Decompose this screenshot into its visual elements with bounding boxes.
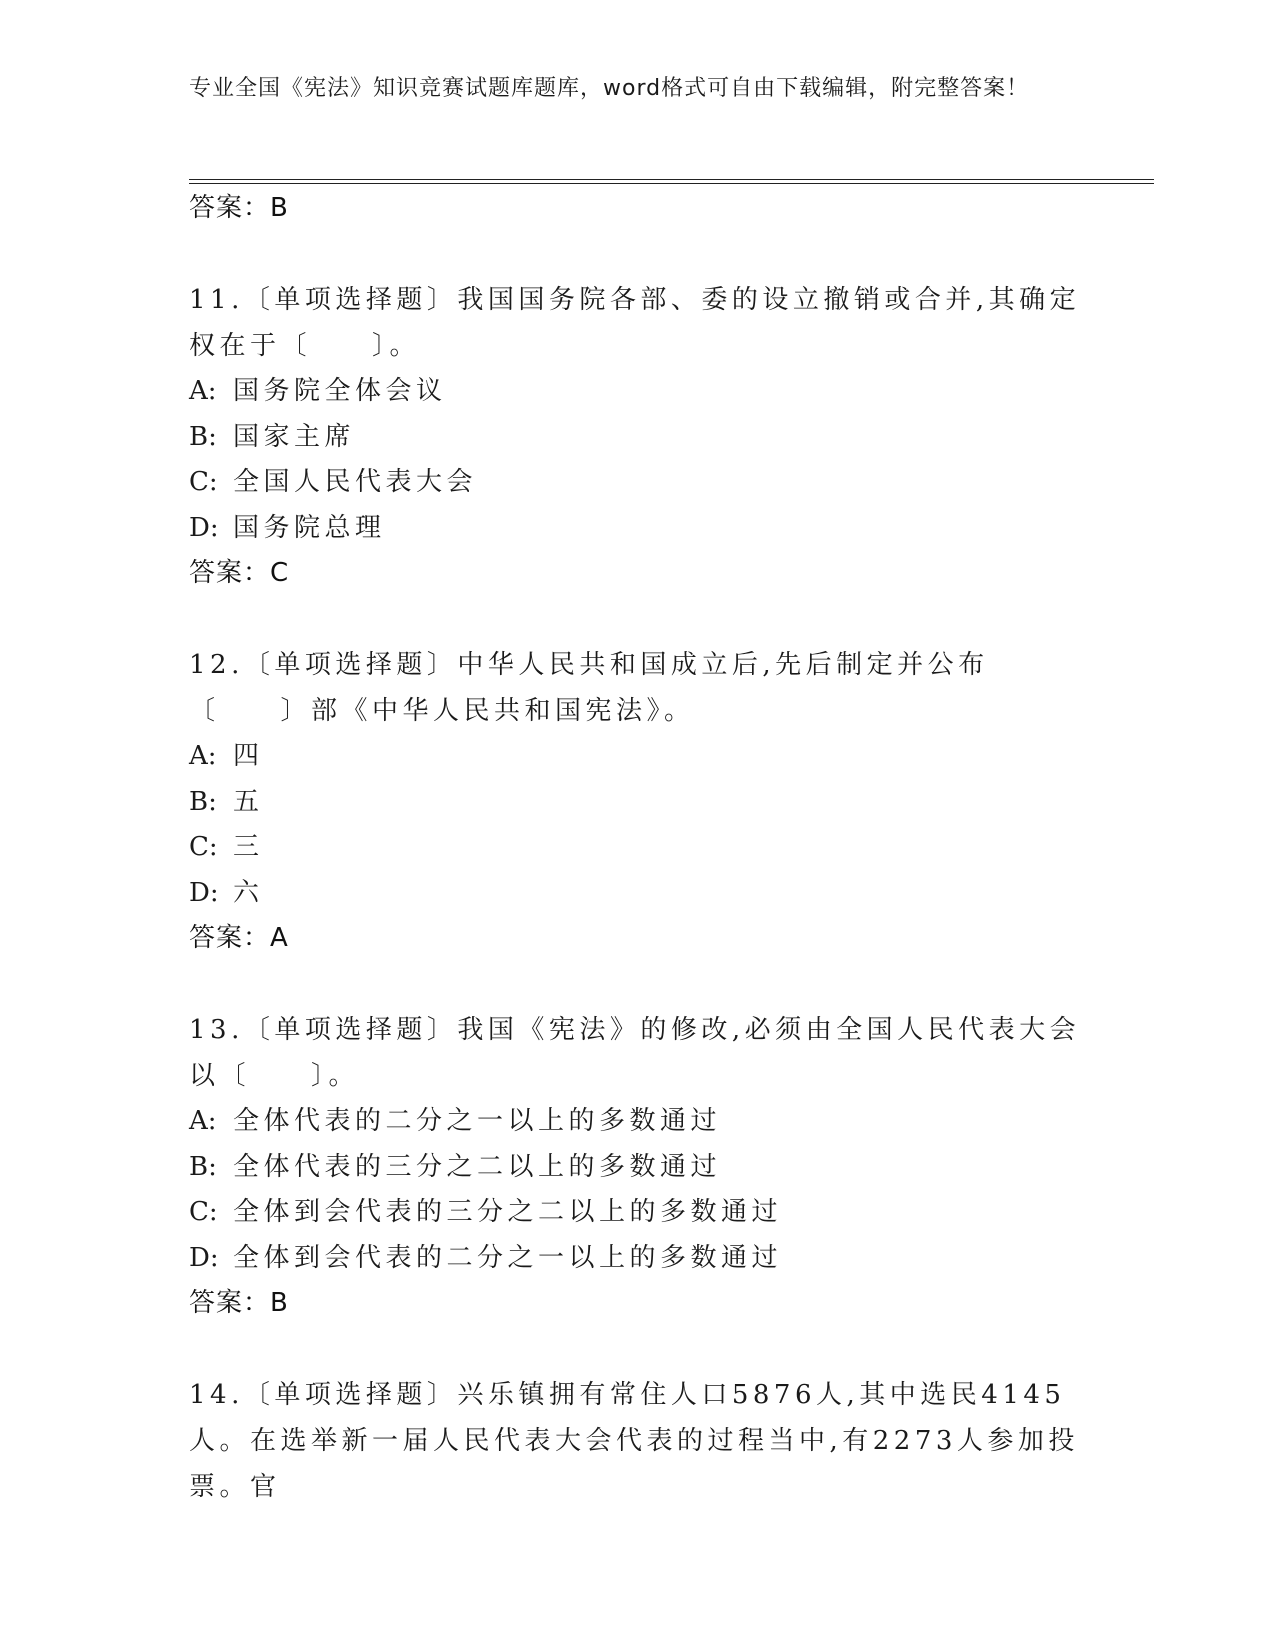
option-letter: D:: [189, 1242, 219, 1273]
question-block: [189, 642, 1089, 960]
question-stem: 13.〔单项选择题〕我国《宪法》的修改,必须由全国人民代表大会以〔 〕。: [189, 1015, 1081, 1091]
option-letter: C:: [189, 832, 218, 862]
answer-line: [189, 1281, 1089, 1325]
answer-label: 答案：: [189, 923, 271, 953]
question-stem: 11.〔单项选择题〕我国国务院各部、委的设立撤销或合并,其确定权在于〔 〕。: [189, 285, 1081, 361]
option-b: [189, 415, 1089, 461]
option-c: [189, 1190, 1089, 1236]
answer-value: B: [270, 1288, 289, 1318]
option-text: 四: [233, 741, 264, 771]
option-letter: D:: [189, 877, 219, 908]
option-text: 全体代表的二分之一以上的多数通过: [233, 1106, 722, 1136]
question-block: [189, 1007, 1089, 1325]
answer-label: 答案：: [189, 1288, 271, 1318]
question-block: [189, 1372, 1089, 1510]
option-text: 国务院总理: [233, 512, 386, 543]
option-a: [189, 369, 1089, 415]
option-c: [189, 825, 1089, 871]
option-text: 三: [233, 832, 264, 862]
question-stem: 14.〔单项选择题〕兴乐镇拥有常住人口5876人,其中选民4145人。在选举新一届人民代表大会代表的过程当中,有2273人参加投票。官: [189, 1380, 1079, 1502]
spacer: [189, 595, 1089, 642]
header-divider-top: [189, 179, 1154, 180]
option-text: 国家主席: [233, 421, 356, 452]
option-b: [189, 1145, 1089, 1191]
option-a: [189, 1099, 1089, 1145]
option-letter: B:: [189, 421, 217, 452]
option-c: [189, 460, 1089, 506]
answer-label: 答案：: [189, 193, 271, 223]
option-letter: C:: [189, 1197, 218, 1227]
answer-value: A: [270, 923, 289, 953]
option-text: 六: [233, 877, 264, 908]
option-text: 全国人民代表大会: [233, 467, 478, 497]
option-a: [189, 734, 1089, 780]
option-d: [189, 506, 1089, 552]
spacer: [189, 1325, 1089, 1372]
answer-line: [189, 551, 1089, 595]
option-letter: B:: [189, 786, 217, 817]
answer-value: C: [270, 558, 290, 588]
option-text: 全体到会代表的二分之一以上的多数通过: [233, 1242, 783, 1273]
answer-line: [189, 916, 1089, 960]
option-text: 五: [233, 786, 264, 817]
option-text: 国务院全体会议: [233, 376, 447, 406]
option-d: [189, 1236, 1089, 1282]
question-stem: 12.〔单项选择题〕中华人民共和国成立后,先后制定并公布〔 〕部《中华人民共和国宪法》。: [189, 650, 989, 726]
answer-line: [189, 186, 1089, 230]
question-list: [189, 186, 1089, 1510]
option-letter: D:: [189, 512, 219, 543]
option-text: 全体到会代表的三分之二以上的多数通过: [233, 1197, 783, 1227]
answer-value: B: [270, 193, 289, 223]
answer-label: 答案：: [189, 558, 271, 588]
document-header-title: 专业全国《宪法》知识竞赛试题库题库，word格式可自由下载编辑，附完整答案！: [189, 76, 1030, 101]
option-b: [189, 780, 1089, 826]
option-letter: A:: [189, 741, 217, 771]
spacer: [189, 230, 1089, 277]
option-letter: C:: [189, 467, 218, 497]
spacer: [189, 960, 1089, 1007]
option-text: 全体代表的三分之二以上的多数通过: [233, 1151, 722, 1182]
option-d: [189, 871, 1089, 917]
option-letter: A:: [189, 1106, 217, 1136]
header-divider-bottom: [189, 183, 1154, 184]
option-letter: A:: [189, 376, 217, 406]
question-block: [189, 277, 1089, 595]
option-letter: B:: [189, 1151, 217, 1182]
